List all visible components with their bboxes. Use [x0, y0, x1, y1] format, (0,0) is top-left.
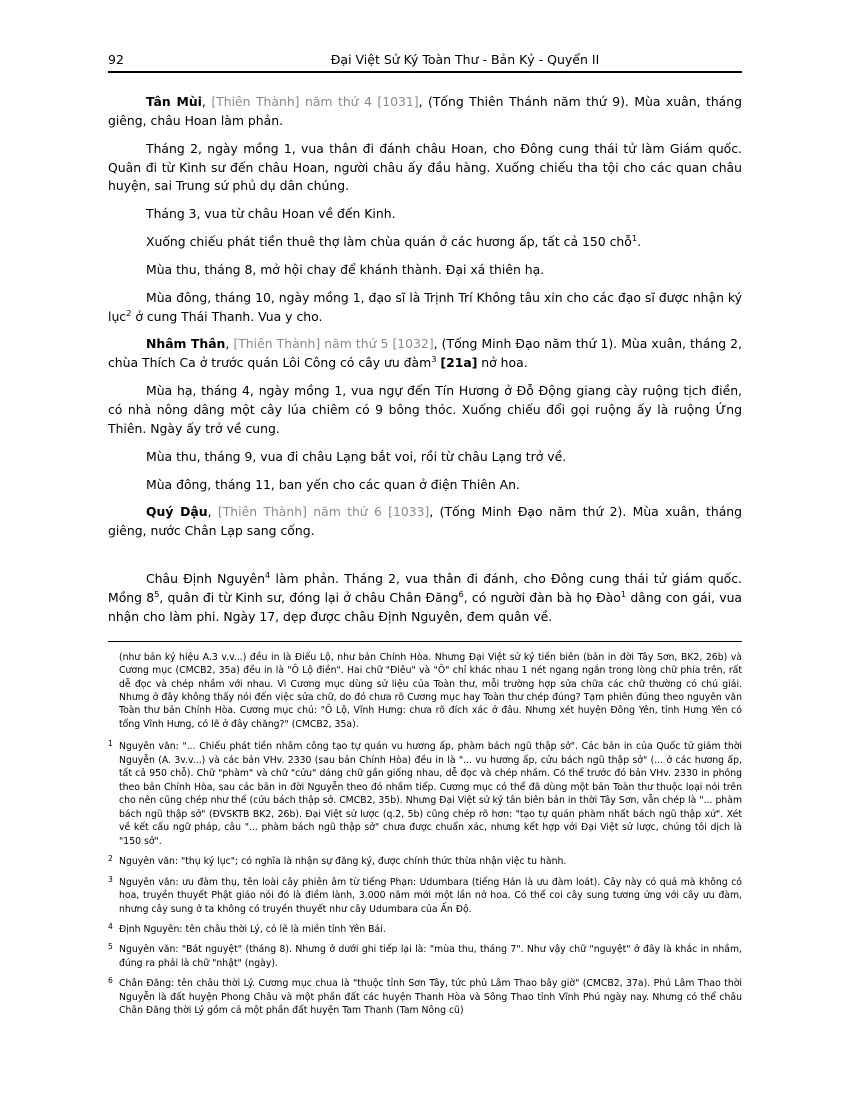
emphasis-text: Tân Mùi — [146, 94, 202, 109]
footnote-marker-text: 5 — [108, 942, 113, 952]
body-paragraph — [108, 261, 742, 280]
text-run: Mùa thu, tháng 9, vua đi châu Lạng bắt voi, rồi từ châu Lạng trở về. — [146, 448, 567, 464]
text-run: Tháng 3, vua từ châu Hoan về đến Kinh. — [146, 206, 396, 222]
body-paragraph — [108, 335, 742, 373]
text-run: , (Tống Minh Đạo năm thứ 1). Mùa xuân, tháng 2, chùa Thích Ca ở trước quán Lôi Công có cây ưu đàm — [108, 336, 742, 371]
footnote-item — [108, 943, 742, 970]
text-run: ở cung Thái Thanh. Vua y cho. — [131, 308, 323, 324]
footnote-reference: 3 — [431, 354, 437, 365]
footnote-item — [108, 923, 742, 936]
footnote-reference: 1 — [631, 232, 638, 243]
body-paragraph — [108, 205, 742, 224]
body-paragraph — [108, 140, 742, 197]
footnote-marker — [108, 977, 119, 1017]
footnote-marker-text: 2 — [108, 854, 113, 864]
footnote-marker — [108, 855, 119, 868]
footnote-reference: 2 — [126, 307, 132, 318]
footnote-continuation: (như bản ký hiệu A.3 v.v...) đều in là Điếu Lộ, như bản Chính Hòa. Nhưng Đại Việt sử ký tiền biên (bản in đời Tây Sơn, BK2, 26b) và Cương mục (CMCB2, 35a) đều in là "Ô Lộ điền". Hai chữ "Điêu" và "Ô" chỉ khác nhau 1 nét ngang ngắn trong lòng chữ phía trên, rất dễ đọc và chép nhầm với nhau. Vì Cương mục dùng sử liệu của Toàn thư, mỗi trường hợp sửa chữa các chữ thường có chú giải. Nhưng ở đây không thấy nói đến việc sửa chữ, do đó chưa rõ Cương mục hay Toàn thư chép đúng? Tạm phiên đúng theo nguyên văn Toàn thư bản Chính Hòa. Cương mục chú: "Ô Lộ, Vĩnh Hưng: chưa rõ đích xác ở đâu. Nhưng xét huyện Đông Yên, tỉnh Hưng Yên có tổng Vĩnh Hưng, có lẽ ở đây chăng?" (CMCB2, 35a). — [119, 651, 742, 730]
text-run: làm phản. Tháng 2, vua thân đi đánh, cho Đông cung thái tử giám quốc. Mồng 8 — [108, 571, 742, 605]
text-run: , — [207, 504, 218, 520]
footnote-item — [108, 977, 742, 1017]
footnote-marker — [108, 876, 119, 916]
footnote-reference: 4 — [264, 569, 271, 580]
page-header — [108, 52, 742, 71]
body-paragraph — [108, 382, 742, 439]
footnote-marker-text: 6 — [108, 976, 113, 986]
footnote-reference: 6 — [458, 588, 464, 599]
header-divider — [108, 71, 742, 73]
footnote-text: Nguyên văn: ưu đàm thụ, tên loài cây phiên âm từ tiếng Phạn: Udumbara (tiếng Hán là ưu đàm loát). Cây này có quả mà không có hoa, truyền thuyết Phật giáo nói đó là điềm lành, 3.000 năm mới một lần nở hoa. Có thể coi cây sung tương ứng với cây ưu đàm, nhưng cây sung ở ta không có truyền thuyết như cây Udumbara của Ấn Độ. — [119, 876, 742, 915]
footnote-marker-text: 4 — [108, 922, 113, 931]
footnotes — [108, 651, 742, 1018]
footnote-marker — [108, 740, 119, 848]
body-paragraph — [108, 476, 742, 495]
footnote-marker-text: 1 — [108, 739, 113, 749]
text-run: Tháng 2, ngày mồng 1, vua thân đi đánh châu Hoan, cho Đông cung thái tử làm Giám quốc. Quân đi từ Kinh sư đến châu Hoan, người châu ấy đầu hàng. Xuống chiếu tha tội cho các quan châu huyện, sai Trung sứ phủ dụ dân chúng. — [108, 140, 742, 194]
text-run: Châu Định Nguyên — [146, 571, 265, 587]
text-run: , quân đi từ Kinh sư, đóng lại ở châu Chân Đăng — [159, 589, 459, 605]
footnote-text: Nguyên văn: "thụ ký lục"; có nghĩa là nhận sự đăng ký, được chính thức thừa nhận việc tu hành. — [119, 856, 567, 868]
emphasis-text: [21a] — [440, 355, 478, 371]
text-run: . — [637, 234, 642, 250]
text-run: Mùa đông, tháng 11, ban yến cho các quan ở điện Thiên An. — [146, 476, 520, 492]
footnote-marker — [108, 943, 119, 970]
annotation-text: [Thiên Thành] năm thứ 6 [1033] — [217, 504, 430, 520]
text-run: Xuống chiếu phát tiền thuê thợ làm chùa quán ở các hương ấp, tất cả 150 chỗ — [146, 234, 632, 250]
footnote-marker — [108, 923, 119, 936]
body-paragraph — [108, 289, 742, 327]
text-run: , (Tống Thiên Thánh năm thứ 9). Mùa xuân, tháng giêng, châu Hoan làm phản. — [108, 94, 742, 128]
text-run: nở hoa. — [477, 355, 528, 371]
body-paragraph — [108, 503, 742, 541]
text-run: , (Tống Minh Đạo năm thứ 2). Mùa xuân, tháng giêng, nước Chân Lạp sang cống. — [108, 504, 743, 539]
footnote-item — [108, 876, 742, 916]
body-paragraph — [108, 570, 742, 627]
footnote-divider — [108, 641, 742, 642]
body-paragraph — [108, 448, 742, 467]
annotation-text: [Thiên Thành] năm thứ 5 [1032] — [233, 336, 434, 352]
text-run: Mùa đông, tháng 10, ngày mồng 1, đạo sĩ là Trịnh Trí Không tâu xin cho các đạo sĩ được nhận ký lục — [108, 289, 742, 324]
text-run: , có người đàn bà họ Đào — [463, 589, 621, 605]
body-paragraph — [108, 93, 742, 131]
book-title: Đại Việt Sử Ký Toàn Thư - Bản Kỷ - Quyển II — [330, 52, 600, 67]
footnote-item — [108, 740, 742, 848]
text-run: Mùa hạ, tháng 4, ngày mồng 1, vua ngự đến Tín Hương ở Đỗ Động giang cày ruộng tịch điền, có nhà nông dâng một cây lúa chiêm có 9 bông thóc. Xuống chiếu đổi gọi ruộng ấy là ruộng Ứng Thiên. Ngày ấy trở về cung. — [108, 383, 742, 436]
text-run: , — [225, 336, 234, 352]
body-text — [108, 93, 742, 627]
annotation-text: [Thiên Thành] năm thứ 4 [1031] — [211, 94, 419, 109]
text-run: dâng con gái, vua nhận cho làm phi. Ngày 17, dẹp được châu Định Nguyên, đem quân về. — [108, 589, 743, 624]
footnote-reference: 1 — [620, 588, 627, 599]
footnote-text: Định Nguyên: tên châu thời Lý, có lẽ là miền tỉnh Yên Bái. — [119, 924, 386, 935]
paragraph-spacer — [108, 550, 742, 570]
emphasis-text: Nhâm Thân — [146, 336, 226, 352]
footnote-reference: 5 — [154, 588, 160, 599]
footnote-item — [108, 855, 742, 868]
footnote-marker-text: 3 — [108, 874, 113, 884]
body-paragraph — [108, 233, 742, 252]
footnote-text: Chân Đăng: tên châu thời Lý. Cương mục chua là "thuộc tỉnh Sơn Tây, tức phủ Lâm Thao bây giờ" (CMCB2, 37a). Phú Lâm Thao thời Nguyễn là đất huyện Phong Châu và một phần đất các huyện Thanh Hòa và Sông Thao tỉnh Vĩnh Phú ngày nay. Nhưng có thể châu Chân Đăng thời Lý gồm cả một phần đất huyện Tam Thanh (Tam Nông cũ) — [119, 978, 742, 1017]
footnote-text: Nguyên văn: "Bát nguyệt" (tháng 8). Nhưng ở dưới ghi tiếp lại là: "mùa thu, tháng 7". Như vậy chữ "nguyệt" ở đây là khắc in nhầm, đúng ra phải là chữ "nhật" (ngày). — [119, 944, 742, 969]
text-run: Mùa thu, tháng 8, mở hội chay để khánh thành. Đại xá thiên hạ. — [146, 261, 545, 277]
emphasis-text: Quý Dậu — [146, 504, 208, 520]
text-run: , — [201, 94, 212, 109]
page-number: 92 — [108, 52, 124, 67]
footnote-text: Nguyên văn: "... Chiếu phát tiền nhâm công tạo tự quán vu hương ấp, phàm bách ngũ thập sở". Các bản in của Quốc tử giám thời Nguyễn (A. 3v.v...) và các bản VHv. 2330 (sau bản Chính Hòa) đều in là "... vu hương ấp, cửu bách ngũ thập sở" (... ở các hương ấp, tất cả 950 chỗ). Chữ "phàm" và chữ "cửu" dáng chữ gần giống nhau, dễ đọc và chép nhầm. Có thể trước đó bản VHv. 2330 in phỏng theo bản Chính Hòa, sau các bản in đời Nguyễn theo đó nhầm tiếp. Cương mục có thể đã dùng một bản Toàn thư thuộc loại nói trên cho nên cũng chép như thế (cứu bách thập sở. CMCB2, 35b). Nhưng Đại Việt sử ký tân biên bản in thời Tây Sơn, vẫn chép là "... phàm bách ngũ thập sở" (ĐVSKTB BK2, 26b). Đại Việt sử lược (q.2, 5b) cũng chép rõ hơn: "tạo tự quán phàm nhất bách ngũ thập xứ". Xét về kết cấu ngữ pháp, câu "... phàm bách ngũ thập sở" chưa được chuẩn xác, nhưng kết hợp với Đại Việt sử lược, chúng tôi dịch là "150 sở". — [119, 741, 742, 847]
